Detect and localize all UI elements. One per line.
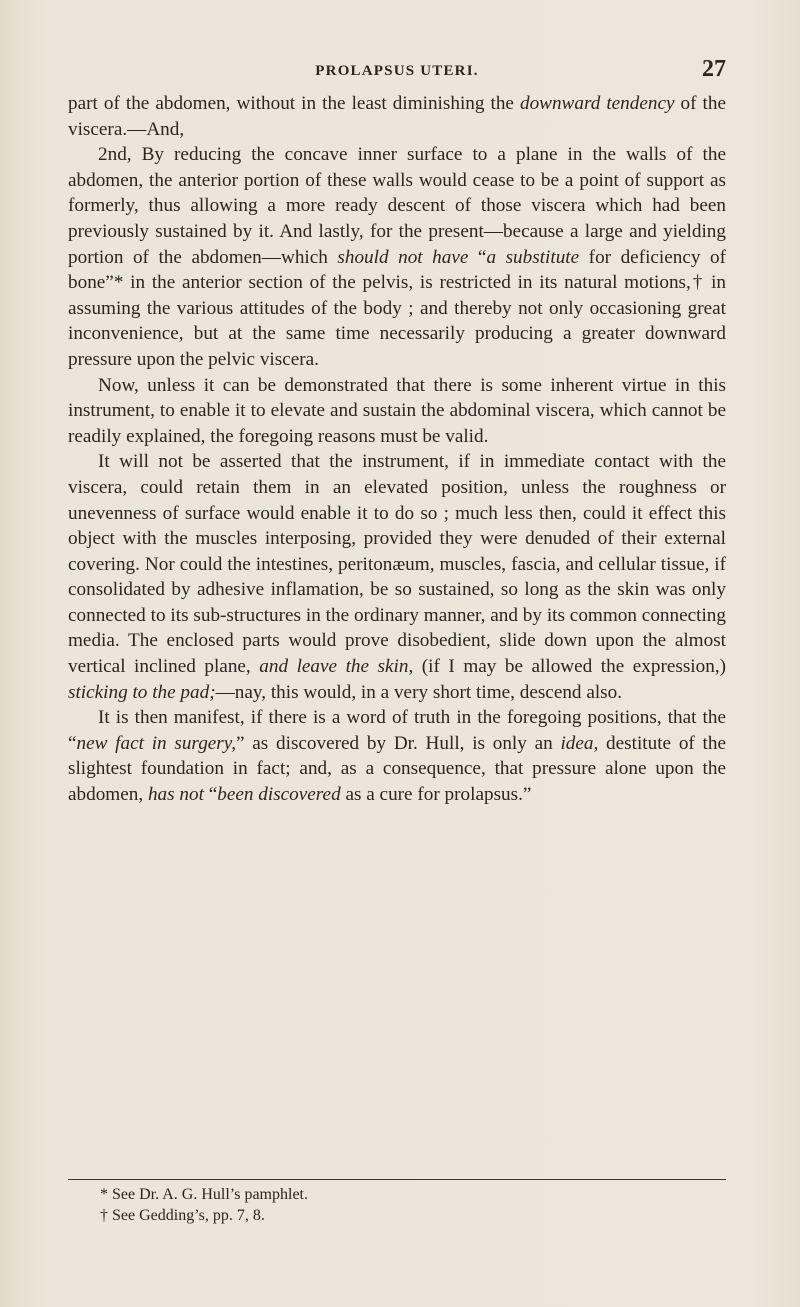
body-text — [68, 91, 726, 808]
italic-text-run: downward tendency — [519, 93, 675, 114]
running-head — [68, 56, 726, 84]
paragraph-5 — [68, 705, 726, 807]
italic-text-run: idea, — [560, 732, 599, 754]
running-title: PROLAPSUS UTERI. — [315, 63, 479, 79]
text-run: —nay, this would, in a very short time, descend also. — [215, 681, 623, 703]
text-run: It is then manifest, if there is a word of truth in the foregoing positions, that the “ — [68, 707, 726, 754]
text-run: It will not be asserted that the instrument, if in immediate contact with the viscera, could retain them in an elevated position, unless the roughness or unevenness of surface would enable it to do so ; much less then, could it effect this object with the muscles interposing, provided they were denuded of their external covering. Nor could the intestines, peritonæum, muscles, fascia, and cellular tissue, if consolidated by adhesive inflamation, be so sustained, so long as the skin was only connected to its sub-structures in the ordinary manner, and by its common connecting media. The enclosed parts would prove disobedient, slide down upon the almost vertical inclined plane, — [68, 451, 726, 678]
text-run: for deficiency of bone”* in the anterior section of the pelvis, is restricted in its natural motions,† in assuming the various attitudes of the body ; and thereby not only occasioning great inconvenience, but at the same time necessarily producing a greater downward pressure upon the pelvic viscera. — [68, 246, 726, 370]
text-run: of the viscera.—And, — [68, 93, 726, 140]
text-run: “ — [203, 784, 218, 806]
text-run: part of the abdomen, without in the least diminishing the — [68, 93, 520, 114]
italic-text-run: new fact in surgery, — [76, 732, 237, 754]
footnote-1: * See Dr. A. G. Hull’s pamphlet. — [100, 1186, 308, 1203]
paragraph-2 — [68, 142, 726, 372]
text-run: 2nd, By reducing the concave inner surface to a plane in the walls of the abdomen, the anterior portion of these walls would cease to be a point of support as formerly, thus allowing a more ready descent of those viscera which had been previously sustained by it. And lastly, for the present—because a large and yielding portion of the abdomen—which — [68, 144, 726, 268]
footnotes — [100, 1184, 700, 1226]
paragraph-1 — [68, 91, 726, 142]
text-run: destitute of the slightest foundation in fact; and, as a consequence, that pressure alone upon the abdomen, — [68, 732, 726, 806]
page-number: 27 — [702, 56, 726, 82]
text-run: (if I may be allowed the expression,) — [413, 656, 726, 678]
italic-text-run: should not have — [337, 246, 469, 268]
italic-text-run: and leave the skin, — [259, 656, 414, 678]
footnote-2: † See Gedding’s, pp. 7, 8. — [100, 1207, 265, 1224]
paragraph-3 — [68, 373, 726, 450]
paragraph-4 — [68, 449, 726, 705]
footnote-rule — [68, 1179, 726, 1180]
text-run: as a cure for prolapsus.” — [340, 784, 532, 806]
text-run: “ — [468, 246, 487, 268]
italic-text-run: been discovered — [217, 784, 341, 806]
text-run: Now, unless it can be demonstrated that there is some inherent virtue in this instrument, to enable it to elevate and sustain the abdominal viscera, which cannot be readily explained, the foregoing reasons must be valid. — [68, 374, 726, 447]
italic-text-run: a substitute — [486, 246, 580, 268]
italic-text-run: sticking to the pad; — [68, 681, 216, 703]
italic-text-run: has not — [147, 784, 204, 806]
text-run: ” as discovered by Dr. Hull, is only an — [236, 732, 561, 754]
